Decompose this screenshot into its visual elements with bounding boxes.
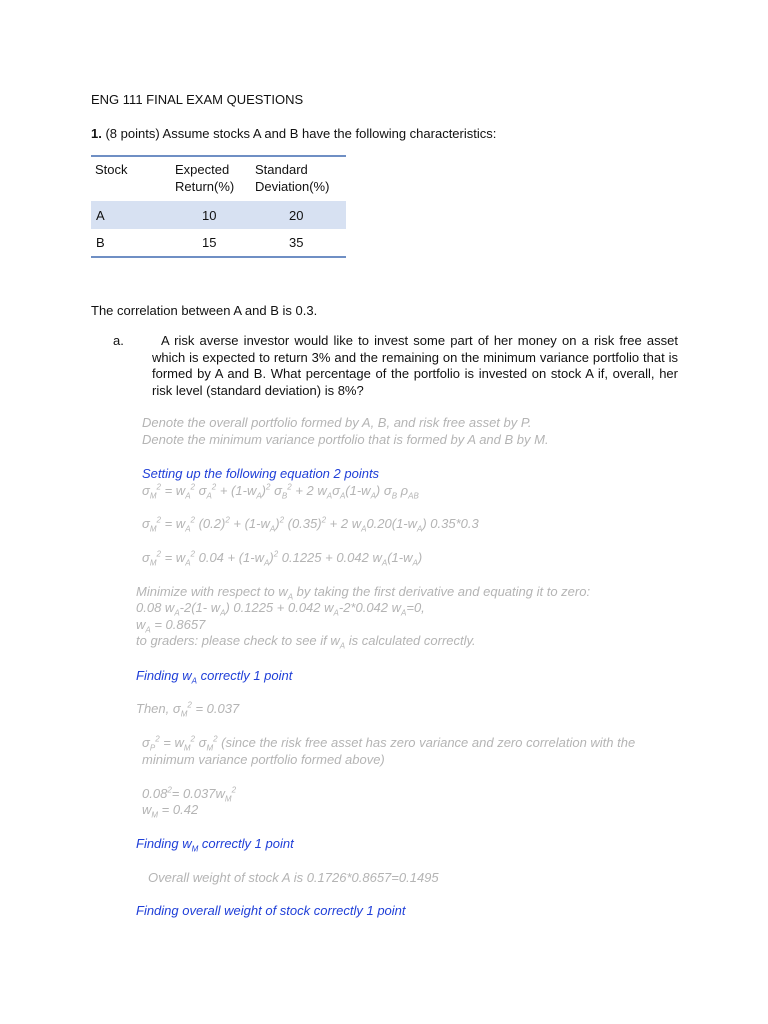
solution-portfolio-variance: $\sigma_P^2 = w_M^2$ $\sigma_M^2$ (since the risk free asset has zero variance and zero correlation with the minimum variance portfolio formed above) (142, 734, 636, 767)
solution-denote-m: Denote the minimum variance portfolio that is formed by A and B by M. (142, 432, 549, 447)
equation-variance-substituted: $\sigma_M^2 = w_A^2$ $(0.2)^2 + (1-w_A)^2$ $(0.35)^2 + 2$ $w_A0.20(1-w_A)$ 0.35*0.3 (142, 515, 479, 534)
solution-overall-weight: Overall weight of stock A is 0.1726*0.8657=0.1495 (148, 870, 439, 885)
equation-variance-simplified: $\sigma_M^2 = w_A^2$ $0.04 + (1-w_A)^2$ 0.1225 + 0.042 $w_A(1-w_A)$ (142, 549, 423, 568)
exam-title: ENG 111 FINAL EXAM QUESTIONS (91, 92, 304, 107)
stock-characteristics-table (91, 155, 346, 259)
part-a-label: a. (113, 333, 124, 348)
table-bottom-rule (91, 256, 346, 258)
solution-wm-value: $w_M = 0.42$ (142, 802, 199, 820)
cell-return-a: 10 (202, 208, 217, 223)
question-number: 1. (91, 126, 102, 141)
equation-target-variance: $0.08^2= 0.037w_M^2$ (142, 785, 237, 804)
solution-wa-value: $w_A = 0.8657$ (136, 617, 206, 635)
solution-minimize: Minimize with respect to $w_A$ by taking the first derivative and equating it to zero: (136, 584, 591, 602)
cell-stock-a: A (96, 208, 105, 223)
solution-then-variance: Then, $\sigma_M^2 = 0.037$ (136, 700, 240, 719)
cell-sd-a: 20 (289, 208, 304, 223)
header-standard-deviation: Standard Deviation(%) (255, 162, 330, 194)
equation-derivative: 0.08 $w_A-2(1-$ $w_A$) 0.1225 + 0.042 $w_A-2*0.042$ $w_A=0$, (136, 600, 425, 618)
cell-stock-b: B (96, 235, 105, 250)
part-a-question: A risk averse investor would like to invest some part of her money on a risk free asset which is expected to return 3% and the remaining on the minimum variance portfolio that is formed by A and B. What percentage of the portfolio is invested on stock A if, overall, her risk level (standard deviation) is 8%? (152, 333, 678, 398)
question-text: (8 points) Assume stocks A and B have the following characteristics: (101, 126, 497, 141)
table-top-rule (91, 155, 346, 157)
solution-denote-p: Denote the overall portfolio formed by A, B, and risk free asset by P. (142, 415, 532, 430)
grading-note-wm: Finding $w_M$ correctly 1 point (136, 836, 294, 854)
grading-note-wa: Finding $w_A$ correctly 1 point (136, 668, 293, 686)
table-row (91, 201, 346, 229)
grading-note-overall: Finding overall weight of stock correctly 1 point (136, 903, 406, 918)
grader-note: to graders: please check to see if $w_A$ is calculated correctly. (136, 633, 476, 651)
cell-return-b: 15 (202, 235, 217, 250)
header-expected-return: Expected Return(%) (175, 162, 235, 194)
cell-sd-b: 35 (289, 235, 304, 250)
correlation-statement: The correlation between A and B is 0.3. (91, 303, 318, 318)
equation-variance-general: $\sigma_M^2 = w_A^2$ $\sigma_A^2 + (1-w_A)^2$ $\sigma_B^2 + 2$ $w_A\sigma_A(1-w_A)$ $\sigma_B$ $\rho_{AB}$ (142, 482, 419, 501)
question-1-prompt (91, 126, 496, 141)
grading-note-setup: Setting up the following equation 2 points (142, 466, 380, 481)
header-stock: Stock (95, 162, 128, 177)
